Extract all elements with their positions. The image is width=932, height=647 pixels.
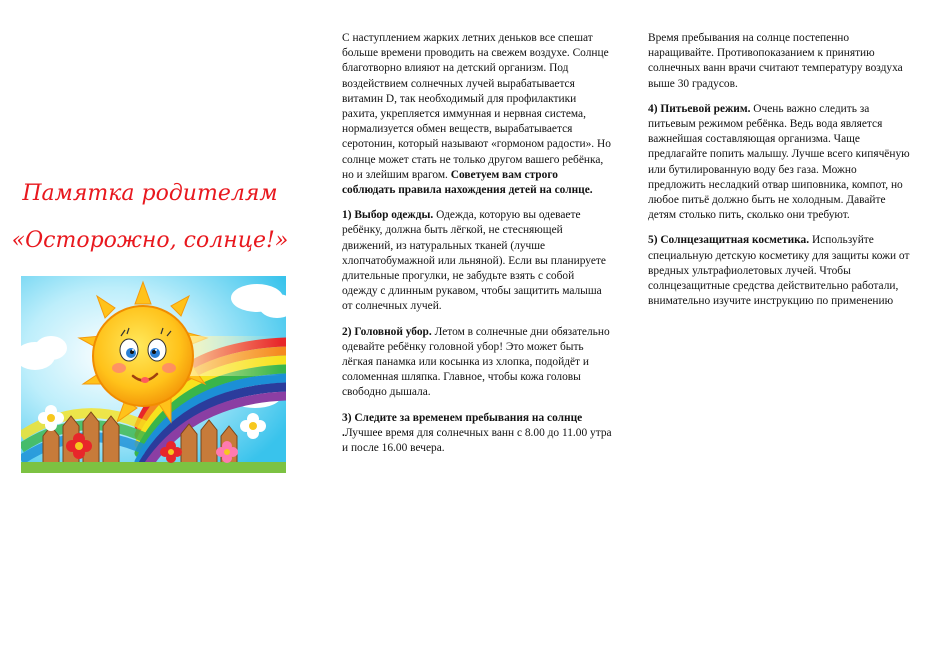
page-title: Памятка родителям — [22, 181, 278, 206]
cartoon-sun-rainbow-flowers-picture — [21, 276, 286, 473]
intro-paragraph — [342, 31, 612, 198]
sun-time-continuation: Время пребывания на солнце постепенно наращивайте. Противопоказанием к принятию солнечных ванн врачи считают температуру воздуха выше 30 градусов. — [648, 32, 903, 90]
section-heading: 5) Солнцезащитная косметика. — [648, 234, 810, 247]
section-text: Одежда, которую вы одеваете ребёнку, должна быть лёгкой, не стесняющей движений, из натуральных тканей (лучше хлопчатобумажной или льняной). Если вы планируете длительные прогулки, не забудьте взять с собой одежду с длинным рукавом, чтобы защитить малыша от солнечных лучей. — [342, 209, 606, 313]
section-text: Очень важно следить за питьевым режимом ребёнка. Ведь вода является важнейшая составляющая организма. Чаще предлагайте попить малышу. Лучше всего кипячёную или бутилированную воду без газа. Можно предложить несладкий отвар шиповника, компот, но любое питьё должно быть не холодным. Давайте детям столько пить, сколько они требуют. — [648, 102, 910, 222]
intro-advice: Советуем вам строго соблюдать правила нахождения детей на солнце. — [342, 168, 593, 197]
section-text: Летом в солнечные дни обязательно одевайте ребёнку головной убор! Это может быть лёгкая панамка или косынка из хлопка, подойдёт и соломенная шляпка. Главное, чтобы кожа головы свободно дышала. — [342, 325, 610, 399]
section-sun-time — [342, 411, 612, 457]
section-cosmetics — [648, 233, 910, 309]
section-heading: 3) Следите за временем пребывания на солнце . — [342, 411, 583, 439]
left-panel — [0, 0, 300, 647]
intro-text: С наступлением жарких летних деньков все спешат больше времени проводить на свежем воздухе. Солнце благотворно влияют на детский организм. Под воздействием солнечных лучей вырабатывается витамин D, так необходимый для профилактики рахита, укрепляется иммунная и нервная система, нормализуется обмен веществ, вырабатывается серотонин, который называют «гормоном радости». Но солнце может стать не только другом вашего ребёнка, но и злейшим врагом. — [342, 32, 611, 181]
section-headwear — [342, 325, 612, 401]
section-clothing — [342, 208, 612, 314]
section-text: Лучшее время для солнечных ванн с 8.00 до 11.00 утра и после 16.00 вечера. — [342, 426, 612, 455]
section-heading: 4) Питьевой режим. — [648, 102, 751, 115]
middle-column — [342, 31, 612, 466]
section-heading: 2) Головной убор. — [342, 325, 432, 338]
right-column — [648, 31, 910, 319]
section-drinking — [648, 102, 910, 224]
page-subtitle: «Осторожно, солнце!» — [11, 228, 289, 253]
section-text: Используйте специальную детскую косметику для защиты кожи от вредных ультрафиолетовых лучей. Чтобы солнцезащитные средства действительно работали, внимательно изучите инструкцию по применению — [648, 234, 910, 308]
section-heading: 1) Выбор одежды. — [342, 209, 434, 222]
